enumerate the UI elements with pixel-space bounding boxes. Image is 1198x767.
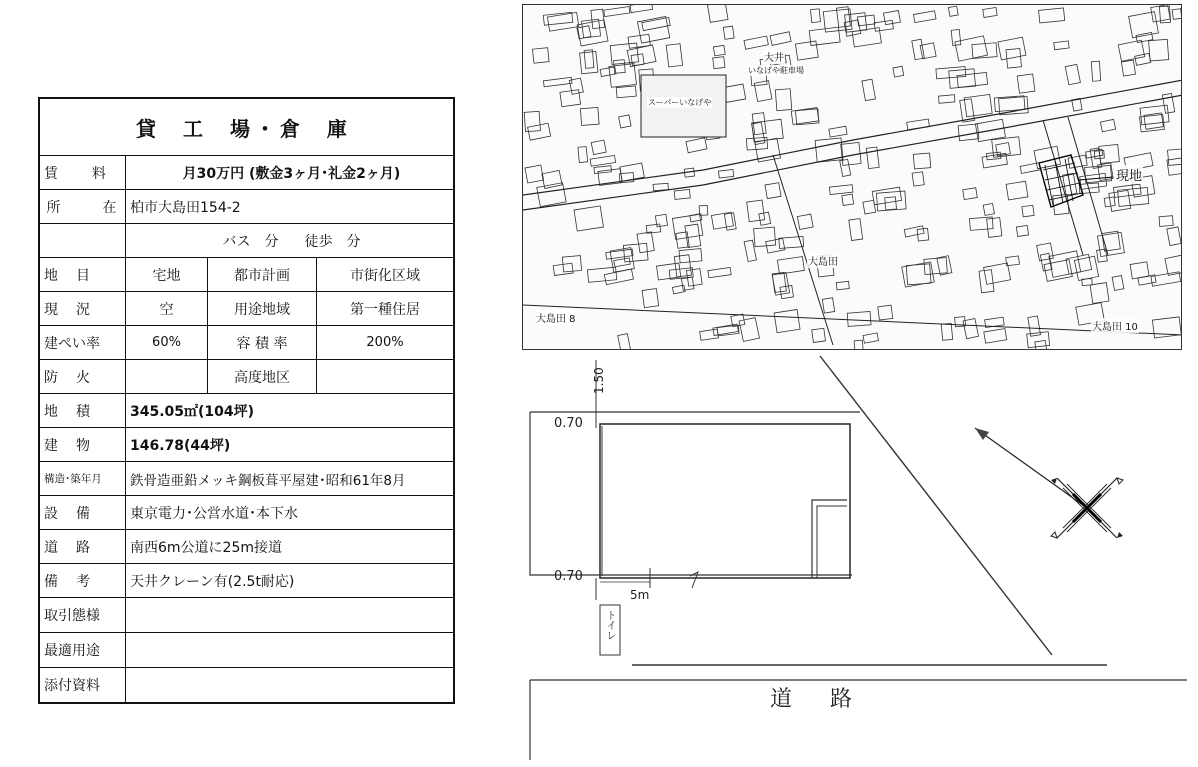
facilities-label: 設 備 [40, 496, 126, 529]
map-building-block [525, 165, 544, 183]
location-row [40, 190, 453, 224]
map-building-block [765, 183, 781, 199]
dim-lower: 0.70 [554, 569, 583, 584]
location-label: 所 在 [40, 190, 126, 223]
map-building-block [547, 12, 578, 31]
map-building-block [893, 66, 904, 77]
transit-row [40, 224, 453, 258]
structure-value: 鉄骨造亜鉛メッキ鋼板葺平屋建･昭和61年8月 [130, 472, 406, 489]
map-building-block [1130, 262, 1149, 279]
map-building-block [924, 258, 948, 275]
map-building-block [537, 183, 566, 207]
map-building-block [724, 84, 746, 102]
map-label-site: 現地 [1115, 165, 1143, 184]
dim-top: 1.50 [592, 367, 606, 394]
land-area-value: 345.05㎡(104坪) [130, 403, 255, 420]
city-planning-value: 市街化区域 [350, 267, 420, 284]
road-label: 道 路 [40, 530, 126, 563]
map-label-ooi: 大井 [763, 49, 785, 64]
fire-value [126, 360, 208, 393]
map-building-block [1140, 114, 1165, 132]
map-building-block [1118, 40, 1144, 61]
map-building-block [1054, 41, 1069, 50]
land-area-label: 地 積 [40, 394, 126, 427]
map-building-block [674, 255, 691, 277]
map-building-block [578, 147, 588, 163]
floor-ratio-label: 容 積 率 [208, 326, 317, 359]
road-row [40, 530, 453, 564]
map-building-block [594, 166, 612, 174]
map-building-block [876, 191, 906, 211]
map-label-oshimada-8: 大島田 8 [535, 310, 577, 325]
map-building-block [964, 94, 992, 116]
property-sheet [38, 97, 455, 704]
structure-row [40, 462, 453, 496]
road-label: 道 路 [770, 687, 861, 712]
map-building-block [1149, 39, 1169, 61]
transaction-row [40, 598, 453, 633]
map-building-block [533, 48, 550, 64]
map-building-block [983, 7, 998, 17]
map-building-block [587, 267, 616, 282]
map-building-block [983, 203, 994, 215]
map-building-block [874, 20, 893, 31]
coverage-value: 60% [126, 326, 208, 359]
status-label: 現 況 [40, 292, 126, 325]
map-building-block [1112, 276, 1124, 291]
map-building-block [754, 81, 772, 102]
coverage-label: 建ぺい率 [40, 326, 126, 359]
map-building-block [852, 28, 881, 47]
attachments-row [40, 668, 453, 702]
transit-value [126, 224, 453, 257]
map-building-block [957, 72, 988, 87]
land-category-label: 地 目 [40, 258, 126, 291]
fire-row [40, 360, 453, 394]
map-building-block [1121, 60, 1135, 76]
map-building-block [590, 155, 615, 166]
map-building-block [829, 126, 847, 137]
map-building-block [1099, 144, 1120, 163]
dim-gap: 5m [630, 588, 650, 602]
map-building-block [811, 9, 821, 23]
map-building-block [524, 111, 540, 131]
map-building-block [543, 77, 572, 87]
map-building-block [630, 5, 653, 13]
map-building-block [1035, 340, 1047, 350]
coverage-row [40, 326, 453, 360]
bus-minutes: バス 分 [222, 233, 279, 250]
map-building-block [619, 115, 631, 128]
map-building-block [1006, 181, 1028, 200]
map-building-block [708, 5, 729, 22]
map-building-block [863, 200, 876, 214]
map-building-block [1016, 225, 1028, 236]
attachments-value [126, 668, 453, 702]
sheet-title: 貸 工 場･倉 庫 [136, 116, 357, 141]
map-drawing [523, 5, 1182, 350]
map-building-block [780, 286, 794, 299]
map-building-block [772, 272, 786, 292]
map-label-oshimada-10: 大島田 10 [1091, 318, 1139, 333]
height-district-label: 高度地区 [208, 360, 317, 393]
dim-upper: 0.70 [554, 416, 583, 431]
map-building-block [982, 153, 1007, 168]
map-building-block [963, 188, 978, 200]
map-building-block [936, 67, 966, 79]
transit-label [40, 224, 126, 257]
map-building-block [984, 329, 1007, 344]
map-building-block [836, 281, 849, 289]
map-building-block [686, 138, 707, 153]
map-building-block [637, 232, 654, 253]
facilities-value: 東京電力･公営水道･本下水 [130, 505, 298, 522]
map-building-block [1159, 216, 1173, 227]
map-building-block [700, 329, 719, 340]
map-building-block [775, 89, 791, 111]
map-label-super: スーパーいなげや [648, 98, 712, 107]
map-building-block [847, 311, 871, 326]
map-building-block [657, 263, 681, 280]
map-building-block [1167, 227, 1181, 246]
attachments-label: 添付資料 [40, 668, 126, 702]
facilities-row [40, 496, 453, 530]
map-building-block [948, 6, 958, 16]
map-building-block [815, 138, 843, 162]
map-building-block [1037, 243, 1054, 261]
map-building-block [913, 153, 930, 169]
map-building-block [904, 226, 924, 237]
best-use-value [126, 633, 453, 667]
walk-minutes: 徒歩 分 [304, 233, 361, 250]
map-building-block [1090, 283, 1109, 304]
land-category-value: 宅地 [126, 258, 208, 291]
map-building-block [885, 197, 897, 210]
map-building-block [600, 67, 616, 77]
map-building-block [614, 258, 631, 267]
map-building-block [951, 29, 961, 45]
transaction-value [126, 598, 453, 632]
map-building-block [777, 257, 804, 275]
rent-label: 賃 料 [40, 156, 126, 189]
map-building-block [713, 45, 725, 55]
map-building-block [1098, 232, 1125, 256]
map-building-block [713, 57, 725, 69]
map-building-block [795, 41, 818, 60]
map-building-block [774, 309, 800, 332]
map-building-block [744, 36, 768, 49]
transaction-label: 取引態様 [40, 598, 126, 632]
map-building-block [642, 289, 659, 308]
road-value: 南西6m公道に25m接道 [130, 539, 282, 556]
map-building-block [862, 79, 876, 100]
floor-ratio-value: 200% [366, 335, 404, 350]
map-building-block [666, 44, 682, 67]
map-building-block [812, 328, 826, 342]
building-label: 建 物 [40, 428, 126, 461]
map-building-block [574, 206, 603, 231]
best-use-label: 最適用途 [40, 633, 126, 667]
map-building-block [822, 298, 834, 313]
map-building-block [797, 214, 813, 229]
map-building-block [580, 51, 598, 73]
map-building-block [711, 212, 733, 229]
building-row [40, 428, 453, 462]
map-building-block [840, 159, 851, 176]
status-row [40, 292, 453, 326]
map-building-block [747, 200, 765, 222]
land-area-row [40, 394, 453, 428]
zoning-label: 用途地域 [208, 292, 317, 325]
city-planning-label: 都市計画 [208, 258, 317, 291]
map-building-block [1039, 8, 1065, 23]
map-building-block [939, 95, 955, 104]
map-building-block [1022, 205, 1034, 217]
map-building-block [1135, 53, 1151, 65]
map-building-block [655, 214, 667, 226]
toilet-label: トイレ [604, 610, 615, 640]
building-value: 146.78(44坪) [130, 437, 231, 454]
map-building-block [604, 7, 630, 17]
map-building-block [845, 13, 867, 32]
map-building-block [1109, 190, 1131, 211]
map-building-block [829, 185, 853, 195]
map-building-block [914, 11, 936, 23]
map-building-block [1065, 64, 1080, 84]
map-building-block [878, 305, 893, 320]
land-category-row [40, 258, 453, 292]
remarks-label: 備 考 [40, 564, 126, 597]
map-building-block [917, 228, 929, 241]
map-building-block [941, 323, 952, 340]
map-label-oshimada-center: 大島田 [807, 253, 839, 268]
map-building-block [949, 69, 976, 89]
map-building-block [1168, 148, 1183, 166]
map-building-block [912, 172, 924, 186]
map-building-block [1100, 119, 1115, 131]
map-building-block [580, 107, 599, 125]
map-building-block [724, 213, 736, 230]
map-building-block [998, 37, 1026, 60]
map-building-block [719, 169, 734, 178]
remarks-value: 天井クレーン有(2.5t耐応) [130, 573, 295, 590]
map-building-block [842, 194, 854, 205]
map-building-block [937, 256, 952, 275]
map-building-block [674, 189, 690, 199]
map-building-block [987, 218, 1002, 238]
location-value: 柏市大島田154-2 [130, 199, 241, 216]
map-building-block [618, 334, 631, 350]
map-building-block [616, 86, 636, 98]
map-building-block [560, 90, 581, 107]
map-building-block [754, 227, 776, 247]
structure-label: 構造･築年月 [40, 462, 126, 495]
map-building-block [1017, 74, 1035, 93]
map-building-block [809, 27, 840, 45]
map-building-block [623, 243, 648, 262]
best-use-row [40, 633, 453, 668]
status-value: 空 [126, 292, 208, 325]
zoning-value: 第一種住居 [350, 301, 420, 318]
map-building-block [1091, 61, 1100, 81]
remarks-row [40, 564, 453, 598]
map-building-block [863, 333, 878, 343]
fire-label: 防 火 [40, 360, 126, 393]
map-building-block [723, 26, 734, 39]
rent-value: 月30万円 (敷金3ヶ月･礼金2ヶ月) [182, 165, 401, 182]
site-plan [522, 350, 1194, 763]
map-building-block [708, 267, 731, 277]
map-label-parking: いなげや駐車場 [748, 66, 804, 75]
location-map [522, 4, 1182, 350]
map-building-block [849, 219, 863, 241]
map-building-block [528, 123, 551, 140]
map-building-block [854, 340, 863, 350]
map-building-block [884, 11, 901, 25]
height-district-value [317, 360, 453, 393]
map-building-block [739, 318, 759, 342]
map-building-block [591, 140, 606, 155]
map-building-block [770, 32, 791, 46]
map-building-block [1172, 9, 1182, 20]
sheet-title-row [40, 99, 453, 156]
map-building-block [1068, 155, 1087, 168]
north-arrow-icon [975, 428, 1123, 538]
map-building-block [1049, 251, 1081, 277]
rent-row [40, 156, 453, 190]
